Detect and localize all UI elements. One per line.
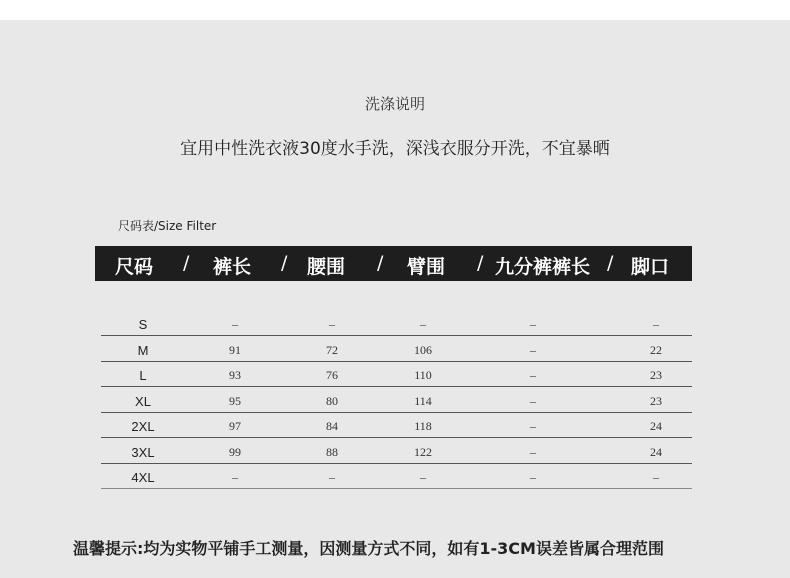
table-row <box>101 387 692 413</box>
cell-length: 97 <box>229 419 241 433</box>
cell-size: M <box>137 342 149 358</box>
cell-size: 3XL <box>131 444 155 460</box>
cell-cropped-length: – <box>530 368 536 382</box>
header-waist: 腰围 <box>307 256 346 278</box>
cell-cropped-length: – <box>530 444 536 459</box>
header-separator: / <box>477 252 484 274</box>
cell-length: 95 <box>229 393 241 408</box>
header-separator: / <box>183 252 190 274</box>
cell-arm: 110 <box>414 368 432 382</box>
cell-hem: 23 <box>650 393 662 408</box>
table-row <box>101 438 692 464</box>
cell-waist: 80 <box>326 393 338 408</box>
cell-waist: 76 <box>326 368 338 382</box>
cell-arm: 118 <box>414 419 432 433</box>
cell-hem: – <box>653 317 659 331</box>
table-row <box>101 310 692 336</box>
header-separator: / <box>607 252 614 274</box>
cell-size: XL <box>135 393 151 409</box>
cell-size: 4XL <box>131 470 155 485</box>
cell-length: 99 <box>229 444 241 459</box>
cell-arm: 114 <box>414 393 432 408</box>
cell-size: L <box>139 368 147 383</box>
cell-length: – <box>232 317 238 331</box>
cell-arm: 122 <box>414 444 432 459</box>
care-instructions-text: 宜用中性洗衣液30度水手洗，深浅衣服分开洗，不宜暴晒 <box>180 139 610 159</box>
header-arm: 臂围 <box>407 256 446 278</box>
cell-waist: – <box>329 470 335 484</box>
measurement-note: 温馨提示:均为实物平铺手工测量，因测量方式不同，如有1-3CM误差皆属合理范围 <box>73 539 664 558</box>
cell-waist: 72 <box>326 342 338 357</box>
table-row <box>101 463 692 489</box>
header-size: 尺码 <box>115 256 154 278</box>
header-length: 裤长 <box>213 256 252 278</box>
table-row <box>101 336 692 362</box>
size-table-header <box>95 246 692 281</box>
cell-hem: 24 <box>650 444 662 459</box>
cell-cropped-length: – <box>530 342 536 357</box>
cell-hem: – <box>653 470 659 484</box>
cell-waist: 88 <box>326 444 338 459</box>
cell-length: 93 <box>229 368 241 382</box>
cell-cropped-length: – <box>530 393 536 408</box>
cell-cropped-length: – <box>530 419 536 433</box>
header-cropped-length: 九分裤裤长 <box>495 256 591 278</box>
cell-waist: 84 <box>326 419 338 433</box>
cell-size: 2XL <box>131 419 155 434</box>
table-row <box>101 412 692 438</box>
cell-arm: – <box>420 317 426 331</box>
size-table-label: 尺码表/Size Filter <box>118 219 217 233</box>
header-hem: 脚口 <box>631 256 670 278</box>
header-separator: / <box>281 252 288 274</box>
cell-hem: 24 <box>650 419 662 433</box>
cell-length: 91 <box>229 342 241 357</box>
cell-cropped-length: – <box>530 470 536 484</box>
cell-arm: 106 <box>414 342 432 357</box>
cell-size: S <box>138 317 148 332</box>
cell-arm: – <box>420 470 426 484</box>
header-separator: / <box>377 252 384 274</box>
cell-waist: – <box>329 317 335 331</box>
care-instructions-title: 洗涤说明 <box>364 95 425 113</box>
cell-length: – <box>232 470 238 484</box>
cell-hem: 23 <box>650 368 662 382</box>
cell-hem: 22 <box>650 342 662 357</box>
table-row <box>101 361 692 387</box>
cell-cropped-length: – <box>530 317 536 331</box>
